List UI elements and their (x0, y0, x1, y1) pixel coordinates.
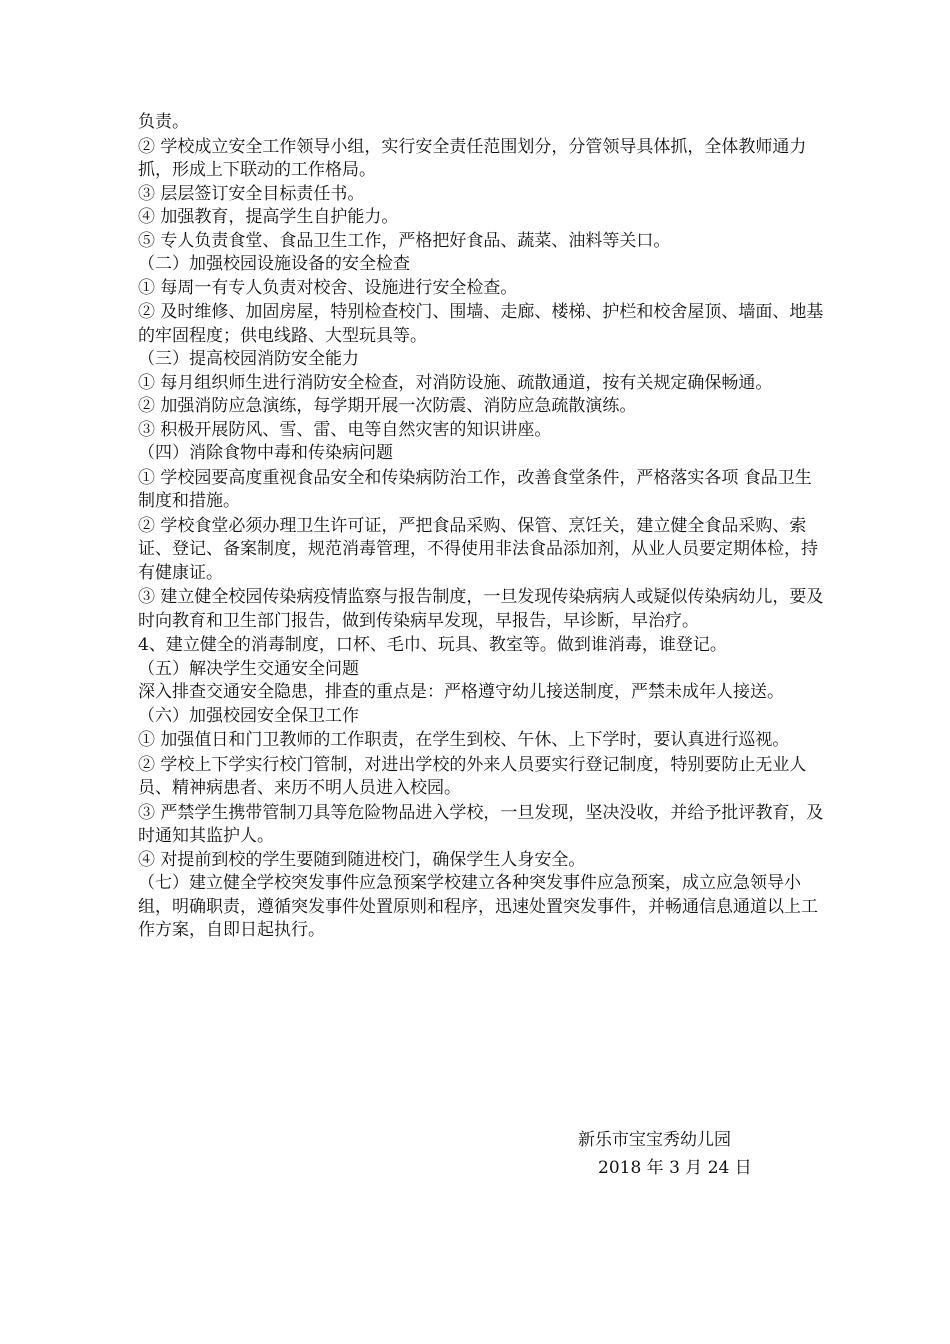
section-heading: （六）加强校园安全保卫工作 (138, 705, 359, 726)
section-heading: （三）提高校园消防安全能力 (138, 349, 359, 369)
paragraph: ⑤ 专人负责食堂、食品卫生工作，严格把好食品、蔬菜、油料等关口。 (138, 230, 671, 251)
paragraph: ① 学校园要高度重视食品安全和传染病防治工作，改善食堂条件，严格落实各项 食品卫生制度和措施。 (138, 467, 812, 511)
paragraph: ④ 对提前到校的学生要随到随进校门，确保学生人身安全。 (138, 849, 586, 870)
paragraph: 负责。 (138, 112, 189, 132)
signature-date: 2018 年 3 月 24 日 (598, 1158, 752, 1178)
paragraph: ② 学校食堂必须办理卫生许可证，严把食品采购、保管、烹饪关，建立健全食品采购、索证、登记、备案制度，规范消毒管理，不得使用非法食品添加剂，从业人员要定期体检，持有健康证。 (138, 515, 818, 583)
section-heading: （四）消除食物中毒和传染病问题 (138, 443, 393, 463)
paragraph: ② 加强消防应急演练，每学期开展一次防震、消防应急疏散演练。 (138, 396, 637, 416)
paragraph: ③ 积极开展防风、雪、雷、电等自然灾害的知识讲座。 (138, 419, 552, 440)
paragraph: ③ 层层签订安全目标责任书。 (138, 183, 365, 204)
paragraph: ③ 严禁学生携带管制刀具等危险物品进入学校，一旦发现，坚决没收，并给予批评教育，及时通知其监护人。 (138, 802, 824, 846)
section-heading: （二）加强校园设施设备的安全检查 (138, 254, 410, 274)
document-body (138, 111, 828, 943)
paragraph: ① 每月组织师生进行消防安全检查，对消防设施、疏散通道，按有关规定确保畅通。 (138, 372, 773, 393)
paragraph: 4、建立健全的消毒制度，口杯、毛巾、玩具、教室等。做到谁消毒，谁登记。 (138, 635, 727, 655)
signature-block (578, 1126, 752, 1182)
paragraph: ① 每周一有专人负责对校舍、设施进行安全检查。 (138, 277, 518, 298)
paragraph: 深入排查交通安全隐患，排查的重点是：严格遵守幼儿接送制度，严禁未成年人接送。 (138, 682, 784, 702)
paragraph: ② 学校上下学实行校门管制，对进出学校的外来人员要实行登记制度，特别要防止无业人员、精神病患者、来历不明人员进入校园。 (138, 754, 807, 798)
paragraph: ② 学校成立安全工作领导小组，实行安全责任范围划分，分管领导具体抓，全体教师通力抓，形成上下联动的工作格局。 (138, 136, 807, 180)
signature-organization: 新乐市宝宝秀幼儿园 (578, 1130, 731, 1150)
paragraph: （七）建立健全学校突发事件应急预案学校建立各种突发事件应急预案，成立应急领导小组，明确职责，遵循突发事件处置原则和程序，迅速处置突发事件，并畅通信息通道以上工作方案，自即日起执行。 (138, 873, 818, 940)
paragraph: ① 加强值日和门卫教师的工作职责，在学生到校、午休、上下学时，要认真进行巡视。 (138, 730, 790, 750)
section-heading: （五）解决学生交通安全问题 (138, 658, 359, 679)
paragraph: ③ 建立健全校园传染病疫情监察与报告制度，一旦发现传染病病人或疑似传染病幼儿，要及时向教育和卫生部门报告，做到传染病早发现，早报告，早诊断，早治疗。 (138, 587, 824, 631)
paragraph: ④ 加强教育，提高学生自护能力。 (138, 207, 399, 227)
paragraph: ② 及时维修、加固房屋，特别检查校门、围墙、走廊、楼梯、护栏和校舍屋顶、墙面、地基的牢固程度；供电线路、大型玩具等。 (138, 302, 824, 346)
